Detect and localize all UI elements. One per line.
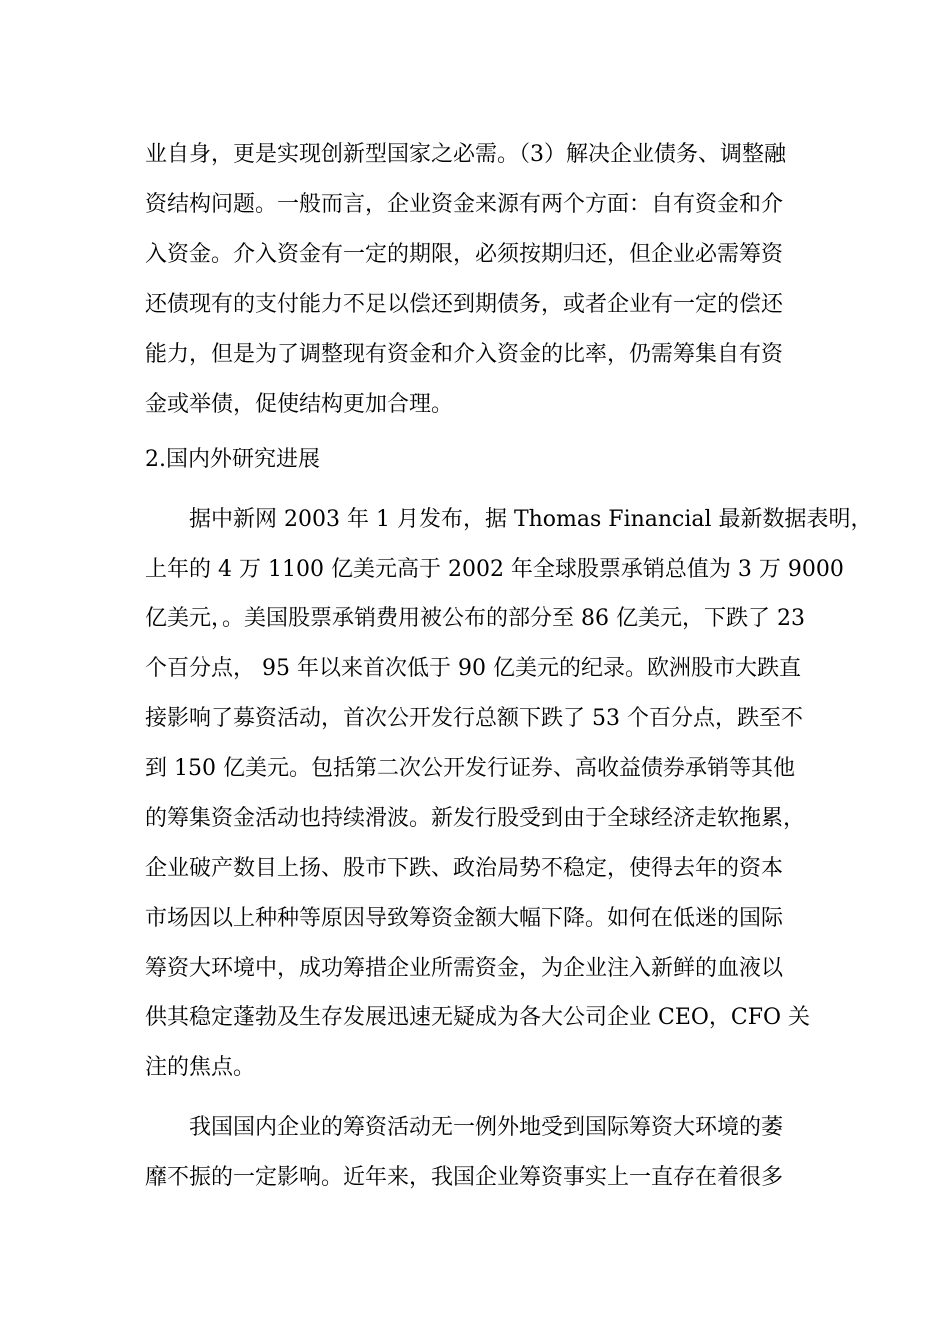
text-line: 市场因以上种种等原因导致筹资金额大幅下降。如何在低迷的国际 (145, 906, 784, 931)
text-line: 还债现有的支付能力不足以偿还到期债务，或者企业有一定的偿还 (145, 292, 784, 317)
text-line: 筹资大环境中，成功筹措企业所需资金，为企业注入新鲜的血液以 (145, 956, 784, 981)
text-line: 靡不振的一定影响。近年来，我国企业筹资事实上一直存在着很多 (145, 1165, 784, 1190)
text-line: 供其稳定蓬勃及生存发展迅速无疑成为各大公司企业 CEO，CFO 关 (145, 1005, 811, 1030)
section-heading: 2.国内外研究进展 (145, 447, 320, 472)
text-line: 入资金。介入资金有一定的期限，必须按期归还，但企业必需筹资 (145, 242, 784, 267)
text-line: 业自身，更是实现创新型国家之必需。（3）解决企业债务、调整融 (145, 142, 786, 167)
text-line: 亿美元，。美国股票承销费用被公布的部分至 86 亿美元，下跌了 23 (145, 606, 805, 631)
text-line: 能力，但是为了调整现有资金和介入资金的比率，仍需筹集自有资 (145, 342, 784, 367)
text-line: 企业破产数目上扬、股市下跌、政治局势不稳定，使得去年的资本 (145, 856, 784, 881)
text-line: 金或举债，促使结构更加合理。 (145, 392, 454, 417)
text-line: 个百分点， 95 年以来首次低于 90 亿美元的纪录。欧洲股市大跌直 (145, 656, 801, 681)
text-line: 资结构问题。一般而言，企业资金来源有两个方面：自有资金和介 (145, 192, 784, 217)
text-line: 据中新网 2003 年 1 月发布，据 Thomas Financial 最新数据表明， (189, 507, 873, 532)
text-line: 到 150 亿美元。包括第二次公开发行证券、高收益债券承销等其他 (145, 756, 795, 781)
text-line: 我国国内企业的筹资活动无一例外地受到国际筹资大环境的萎 (189, 1115, 784, 1140)
text-line: 上年的 4 万 1100 亿美元高于 2002 年全球股票承销总值为 3 万 9000 (145, 557, 844, 582)
text-line: 接影响了募资活动，首次公开发行总额下跌了 53 个百分点，跌至不 (145, 706, 803, 731)
text-line: 的筹集资金活动也持续滑波。新发行股受到由于全球经济走软拖累， (145, 806, 806, 831)
text-line: 注的焦点。 (145, 1055, 256, 1080)
